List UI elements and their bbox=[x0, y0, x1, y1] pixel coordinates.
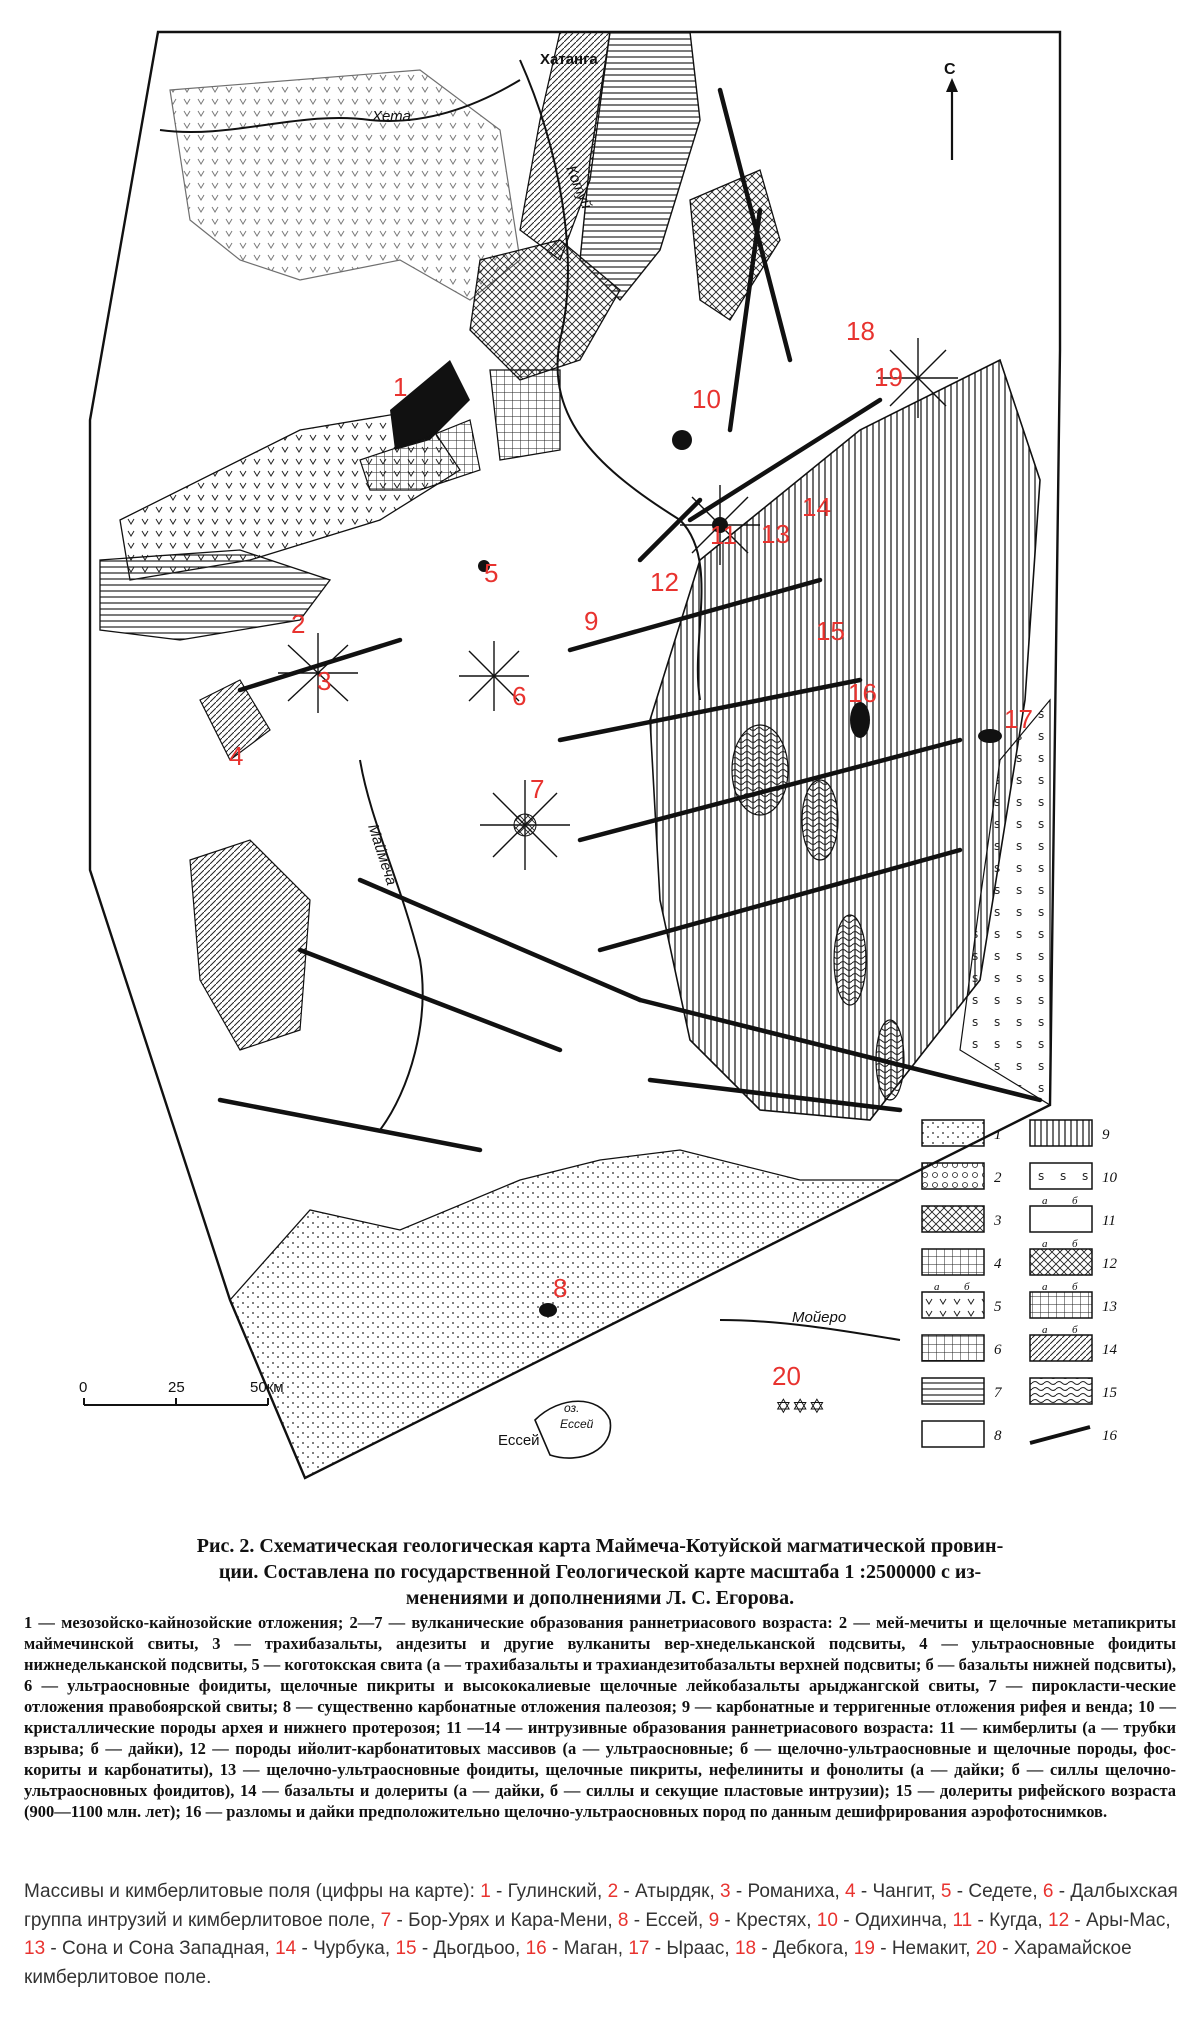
massif-number-2: 2 bbox=[291, 609, 306, 639]
massif-list-number: 8 bbox=[617, 1909, 629, 1931]
massif-list-number: 3 bbox=[720, 1881, 731, 1902]
legend-sublabel-a: а bbox=[1042, 1238, 1048, 1250]
massif-number-3: 3 bbox=[317, 666, 332, 696]
river-maymecha-label: Маймеча bbox=[364, 821, 400, 888]
caption-line-1: Рис. 2. Схематическая геологическая карта Маймеча-Котуйской магматической провин- bbox=[196, 1535, 1004, 1557]
legend-description: 1 — мезозойско-кайнозойские отложения; 2—7 — вулканические образования раннетриасового возраста: 2 — мей-мечиты и щелочные метапикриты маймечинской свиты, 3 — трахибазальты, андезиты и другие вулканиты вер-хнедельканской подсвиты, 4 — ультраосновные фоидиты нижнедельканской подсвиты, 5 — коготокская свита (а — трахибазальты и трахиандезитобазальты верхней подсвиты; б — базальты нижней подсвиты), 6 — ультраосновные фоидиты, щелочные пикриты и высококалиевые щелочные лейкобазальты арыджангской свиты, 7 — пирокласти-ческие отложения правобоярской свиты; 8 — существенно карбонатные отложения палеозоя; 9 — карбонатные и терригенные отложения рифея и венда; 10 — кристаллические породы архея и нижнего протерозоя; 11 —14 — интрузивные образования раннетриасового возраста: 11 — кимберлиты (а — трубки взрыва; б — дайки), 12 — породы ийолит-карбонатитовых массивов (а — ультраосновные; б — щелочно-ультраосновные и щелочные породы, фос-кориты и карбонатиты), 13 — щелочно-ультраосновные фоидиты, щелочные пикриты, нефелиниты и фонолиты (а — дайки; б — силлы щелочно-ультраосновных фоидитов), 14 — базальты и долериты (а — дайки, б — силлы и секущие пластовые интрузии); 15 — долериты рифейского возраста (900—1100 млн. лет); 16 — разломы и дайки предположительно щелочно-ультраосновных пород по данным дешифрирования аэрофотоснимков. bbox=[24, 1613, 1176, 1821]
caption-line-2: ции. Составлена по государственной Геологической карте масштаба 1 :2500000 с из- bbox=[218, 1561, 982, 1583]
legend-number-12: 12 bbox=[1102, 1256, 1117, 1272]
massif-list-name: - Одихинча, bbox=[837, 1909, 953, 1931]
massif-list-name: - Дебкога, bbox=[756, 1938, 854, 1959]
massif-number-15: 15 bbox=[816, 616, 845, 646]
legend-sublabel-b: б bbox=[1072, 1324, 1078, 1336]
massif-list-number: 20 bbox=[975, 1938, 997, 1959]
river-moyero-label: Мойеро bbox=[792, 1309, 847, 1326]
legend-number-10: 10 bbox=[1102, 1170, 1117, 1186]
scale-tick-25: 25 bbox=[168, 1379, 185, 1396]
massif-list-name: - Гулинский, bbox=[490, 1881, 608, 1902]
massif-number-6: 6 bbox=[512, 681, 527, 711]
massif-number-12: 12 bbox=[650, 567, 679, 597]
massif-list-name: - Крестях, bbox=[719, 1909, 817, 1931]
massif-number-13: 13 bbox=[761, 519, 790, 549]
massif-list-name: - Харамайское кимберлитовое поле. bbox=[24, 1938, 1132, 1988]
massif-list-name: - Романиха, bbox=[730, 1881, 846, 1902]
legend-sublabel-b: б bbox=[964, 1281, 970, 1293]
massif-list-name: - Атырдяк, bbox=[618, 1881, 721, 1902]
unit-15-lens bbox=[732, 725, 788, 815]
massif-list-number: 15 bbox=[395, 1938, 417, 1959]
massif-list-number: 10 bbox=[816, 1909, 838, 1931]
massif-17-body bbox=[978, 729, 1002, 743]
massif-list-number: 13 bbox=[24, 1938, 46, 1959]
massif-number-1: 1 bbox=[393, 372, 408, 402]
unit-15-lens bbox=[834, 915, 866, 1005]
massif-list-number: 12 bbox=[1048, 1909, 1070, 1931]
legend-sublabel-b: б bbox=[1072, 1238, 1078, 1250]
river-kotuy-label: Котуй bbox=[562, 163, 595, 212]
massif-list-name: - Чурбука, bbox=[296, 1938, 396, 1959]
massif-list-number: 2 bbox=[607, 1881, 619, 1902]
massif-list-number: 19 bbox=[853, 1938, 875, 1959]
massif-list-name: - Дьогдьоо, bbox=[416, 1938, 526, 1959]
massif-list-number: 7 bbox=[380, 1909, 392, 1931]
massif-list-name: - Седете, bbox=[951, 1881, 1043, 1902]
legend-swatch-2 bbox=[922, 1163, 984, 1189]
massif-number-7: 7 bbox=[530, 774, 545, 804]
massif-list-name: - Сона и Сона Западная, bbox=[45, 1938, 276, 1959]
massif-list-number: 17 bbox=[628, 1938, 650, 1959]
massif-7-body bbox=[514, 814, 536, 836]
legend-number-5: 5 bbox=[994, 1299, 1002, 1315]
legend-swatch-11 bbox=[1030, 1206, 1092, 1232]
legend-swatch-15 bbox=[1030, 1378, 1092, 1404]
massif-list-number: 11 bbox=[952, 1909, 973, 1931]
massif-8-body bbox=[539, 1303, 557, 1317]
legend-swatch-5 bbox=[922, 1292, 984, 1318]
massif-number-11: 11 bbox=[710, 520, 737, 550]
legend-swatch-12 bbox=[1030, 1249, 1092, 1275]
legend-number-9: 9 bbox=[1102, 1127, 1110, 1143]
legend-swatch-9 bbox=[1030, 1120, 1092, 1146]
legend-swatch-3 bbox=[922, 1206, 984, 1232]
massif-list-name: - Далбыхская группа интрузий и кимберлитовое поле, bbox=[24, 1881, 1178, 1931]
legend-number-6: 6 bbox=[994, 1342, 1002, 1358]
massif-list-name: - Ыраас, bbox=[649, 1938, 735, 1959]
legend-number-1: 1 bbox=[994, 1127, 1002, 1143]
legend-number-11: 11 bbox=[1102, 1213, 1116, 1229]
legend-number-15: 15 bbox=[1102, 1385, 1117, 1401]
massif-list-number: 1 bbox=[480, 1881, 491, 1902]
legend-number-3: 3 bbox=[994, 1213, 1002, 1229]
massif-number-4: 4 bbox=[229, 741, 244, 771]
massif-list-number: 14 bbox=[275, 1938, 297, 1959]
legend-swatch-4 bbox=[922, 1249, 984, 1275]
map-legend bbox=[922, 1120, 1118, 1447]
legend-sublabel-a: а bbox=[1042, 1324, 1048, 1336]
massif-list-number: 6 bbox=[1042, 1881, 1054, 1902]
massif-number-20: 20 bbox=[772, 1361, 801, 1391]
legend-sublabel-a: а bbox=[934, 1281, 940, 1293]
massif-number-14: 14 bbox=[802, 492, 831, 522]
unit-15-lens bbox=[802, 780, 838, 860]
legend-number-7: 7 bbox=[994, 1385, 1002, 1401]
place-essey-label: Ессей bbox=[498, 1432, 540, 1449]
massif-number-10: 10 bbox=[692, 384, 721, 414]
legend-swatch-16 bbox=[1030, 1427, 1090, 1443]
place-khatanga-label: Хатанга bbox=[540, 51, 598, 68]
scale-tick-0: 0 bbox=[79, 1379, 88, 1396]
massif-list-name: - Маган, bbox=[546, 1938, 629, 1959]
massif-list-name: - Бор-Урях и Кара-Мени, bbox=[391, 1909, 618, 1931]
massif-list-intro: Массивы и кимберлитовые поля (цифры на карте): bbox=[24, 1881, 481, 1902]
legend-number-13: 13 bbox=[1102, 1299, 1117, 1315]
legend-sublabel-b: б bbox=[1072, 1195, 1078, 1207]
massif-list-number: 9 bbox=[708, 1909, 720, 1931]
north-label: С bbox=[944, 61, 956, 78]
massif-list-name: - Кугда, bbox=[972, 1909, 1048, 1931]
massif-number-18: 18 bbox=[846, 316, 875, 346]
scale-bar bbox=[79, 1379, 284, 1405]
legend-sublabel-b: б bbox=[1072, 1281, 1078, 1293]
legend-number-8: 8 bbox=[994, 1428, 1002, 1444]
legend-number-14: 14 bbox=[1102, 1342, 1117, 1358]
massif-list-number: 5 bbox=[940, 1881, 952, 1902]
massif-list-name: - Немакит, bbox=[874, 1938, 976, 1959]
legend-swatch-7 bbox=[922, 1378, 984, 1404]
massif-number-9: 9 bbox=[584, 606, 599, 636]
legend-swatch-10 bbox=[1030, 1163, 1092, 1189]
massif-list-number: 18 bbox=[734, 1938, 757, 1959]
river-kheta-label: Хета bbox=[372, 108, 411, 125]
unit-6-center bbox=[490, 370, 560, 460]
legend-swatch-8 bbox=[922, 1421, 984, 1447]
massif-list-name: - Чангит, bbox=[855, 1881, 941, 1902]
lake-prefix-label: оз. bbox=[564, 1401, 580, 1415]
massif-number-16: 16 bbox=[848, 678, 877, 708]
legend-sublabel-a: а bbox=[1042, 1195, 1048, 1207]
legend-swatch-13 bbox=[1030, 1292, 1092, 1318]
massif-list-number: 16 bbox=[525, 1938, 547, 1959]
massif-number-17: 17 bbox=[1004, 704, 1033, 734]
figure-caption bbox=[100, 1533, 1100, 1611]
massif-list bbox=[24, 1878, 1184, 1992]
legend-number-16: 16 bbox=[1102, 1428, 1117, 1444]
massif-list-name: - Ары-Мас, bbox=[1069, 1909, 1171, 1931]
legend-swatch-1 bbox=[922, 1120, 984, 1146]
massif-number-19: 19 bbox=[874, 362, 903, 392]
massif-number-8: 8 bbox=[553, 1273, 568, 1303]
legend-sublabel-a: а bbox=[1042, 1281, 1048, 1293]
caption-line-3: менениями и дополнениями Л. С. Егорова. bbox=[405, 1587, 795, 1609]
legend-swatch-6 bbox=[922, 1335, 984, 1361]
legend-number-2: 2 bbox=[994, 1170, 1002, 1186]
massif-list-number: 4 bbox=[845, 1881, 856, 1902]
massif-10-body bbox=[672, 430, 692, 450]
lake-essey-label: Ессей bbox=[560, 1417, 594, 1431]
massif-list-name: - Ессей, bbox=[628, 1909, 709, 1931]
kimberlite-field-20: ✡✡✡ bbox=[775, 1394, 826, 1418]
legend-number-4: 4 bbox=[994, 1256, 1002, 1272]
legend-swatch-14 bbox=[1030, 1335, 1092, 1361]
massif-number-5: 5 bbox=[484, 558, 499, 588]
scale-tick-50: 50км bbox=[250, 1379, 284, 1396]
